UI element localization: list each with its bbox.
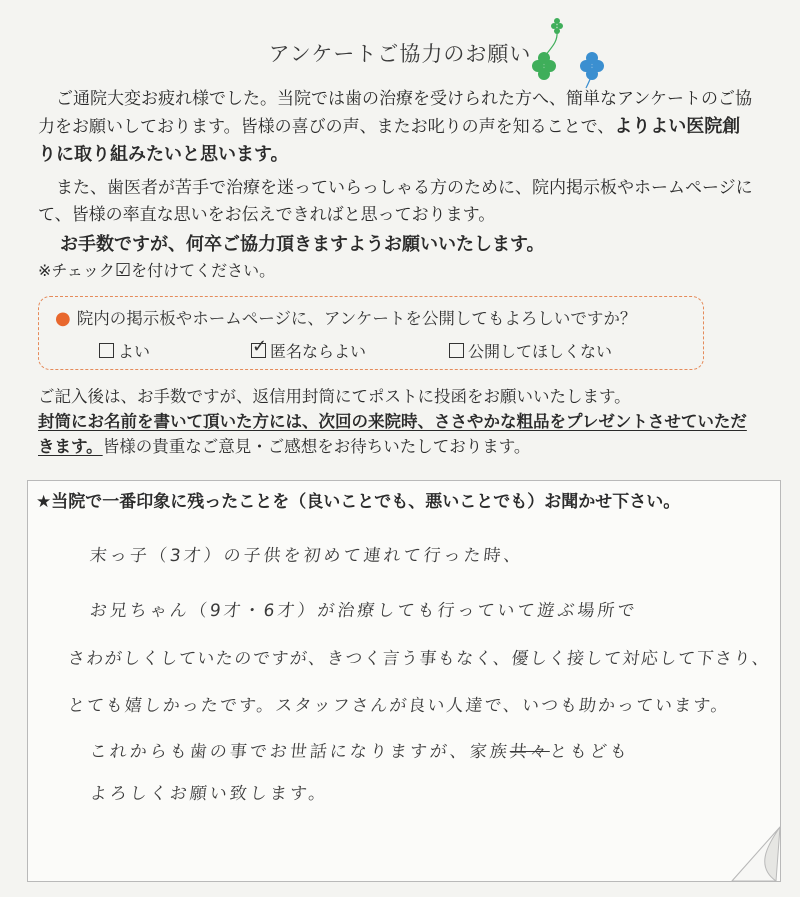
check-instruction-a: ※チェック xyxy=(38,261,115,280)
intro-p1-text: ご通院大変お疲れ様でした。当院では歯の治療を受けられた方へ、簡単なアンケートのご協力をお願いしております。皆様の喜びの声、またお叱りの声を知ることで、 xyxy=(38,89,752,137)
check-instruction xyxy=(38,258,275,281)
option-no-publish-label: 公開してほしくない xyxy=(468,342,613,361)
handwritten-line-1: 末っ子（3才）の子供を初めて連れて行った時、 xyxy=(88,546,525,566)
checkbox-empty-icon[interactable] xyxy=(449,343,464,358)
feedback-card xyxy=(27,480,781,882)
post-rest: 皆様の貴重なご意見・ご感想をお待ちいたしております。 xyxy=(102,437,531,456)
handwritten-strike: 共々 xyxy=(508,742,551,762)
feedback-prompt: ★当院で一番印象に残ったことを（良いことでも、悪いことでも）お聞かせ下さい。 xyxy=(36,492,681,512)
option-anonymous-label: 匿名ならよい xyxy=(270,342,367,361)
post-instructions xyxy=(38,384,758,459)
intro-p1-bold: よりよい医院創りに取り組みたいと思います。 xyxy=(38,116,741,165)
handwritten-line-5a: これからも歯の事でお世話になりますが、家族 xyxy=(88,742,511,762)
bullet-dot-icon: ● xyxy=(55,308,71,329)
option-ok-label: よい xyxy=(118,342,151,361)
gift-notice: 封筒にお名前を書いて頂いた方には、次回の来院時、ささやかな粗品をプレゼントさせていただきます。 xyxy=(38,412,747,456)
intro-paragraph-3: お手数ですが、何卒ご協力頂きますようお願いいたします。 xyxy=(60,234,545,255)
post-line-1: ご記入後は、お手数ですが、返信用封筒にてポストに投函をお願いいたします。 xyxy=(38,387,631,406)
handwritten-line-2: お兄ちゃん（9才・6才）が治療しても行っていて遊ぶ場所で xyxy=(88,601,639,621)
page-title: アンケートご協力のお願い xyxy=(268,42,532,66)
option-anonymous[interactable] xyxy=(251,339,366,362)
handwritten-line-6: よろしくお願い致します。 xyxy=(88,784,330,804)
intro-paragraph-2: また、歯医者が苦手で治療を迷っていらっしゃる方のために、院内掲示板やホームページにて、皆様の率直な思いをお伝えできればと思っております。 xyxy=(38,178,753,225)
intro-text xyxy=(38,86,758,258)
checkbox-checked-icon[interactable] xyxy=(251,343,266,358)
handwritten-line-5b: ともども xyxy=(548,742,631,762)
consent-box xyxy=(38,296,704,370)
check-instruction-b: を付けてください。 xyxy=(131,261,276,280)
option-no-publish[interactable] xyxy=(449,339,612,362)
handwritten-line-3: さわがしくしていたのですが、きつく言う事もなく、優しく接して対応して下さり、 xyxy=(66,649,772,669)
intro-paragraph-1 xyxy=(38,86,758,169)
post-line-2 xyxy=(38,409,758,459)
handwritten-line-5 xyxy=(89,737,632,762)
checkbox-checked-icon: ☑ xyxy=(114,260,132,281)
handwritten-line-4: とても嬉しかったです。スタッフさんが良い人達で、いつも助かっています。 xyxy=(66,696,731,716)
consent-question-text: 院内の掲示板やホームページに、アンケートを公開してもよろしいですか？ xyxy=(76,309,637,328)
checkbox-empty-icon[interactable] xyxy=(99,343,114,358)
page-curl-icon xyxy=(726,817,786,887)
consent-question xyxy=(55,305,636,329)
option-ok[interactable] xyxy=(99,339,150,362)
